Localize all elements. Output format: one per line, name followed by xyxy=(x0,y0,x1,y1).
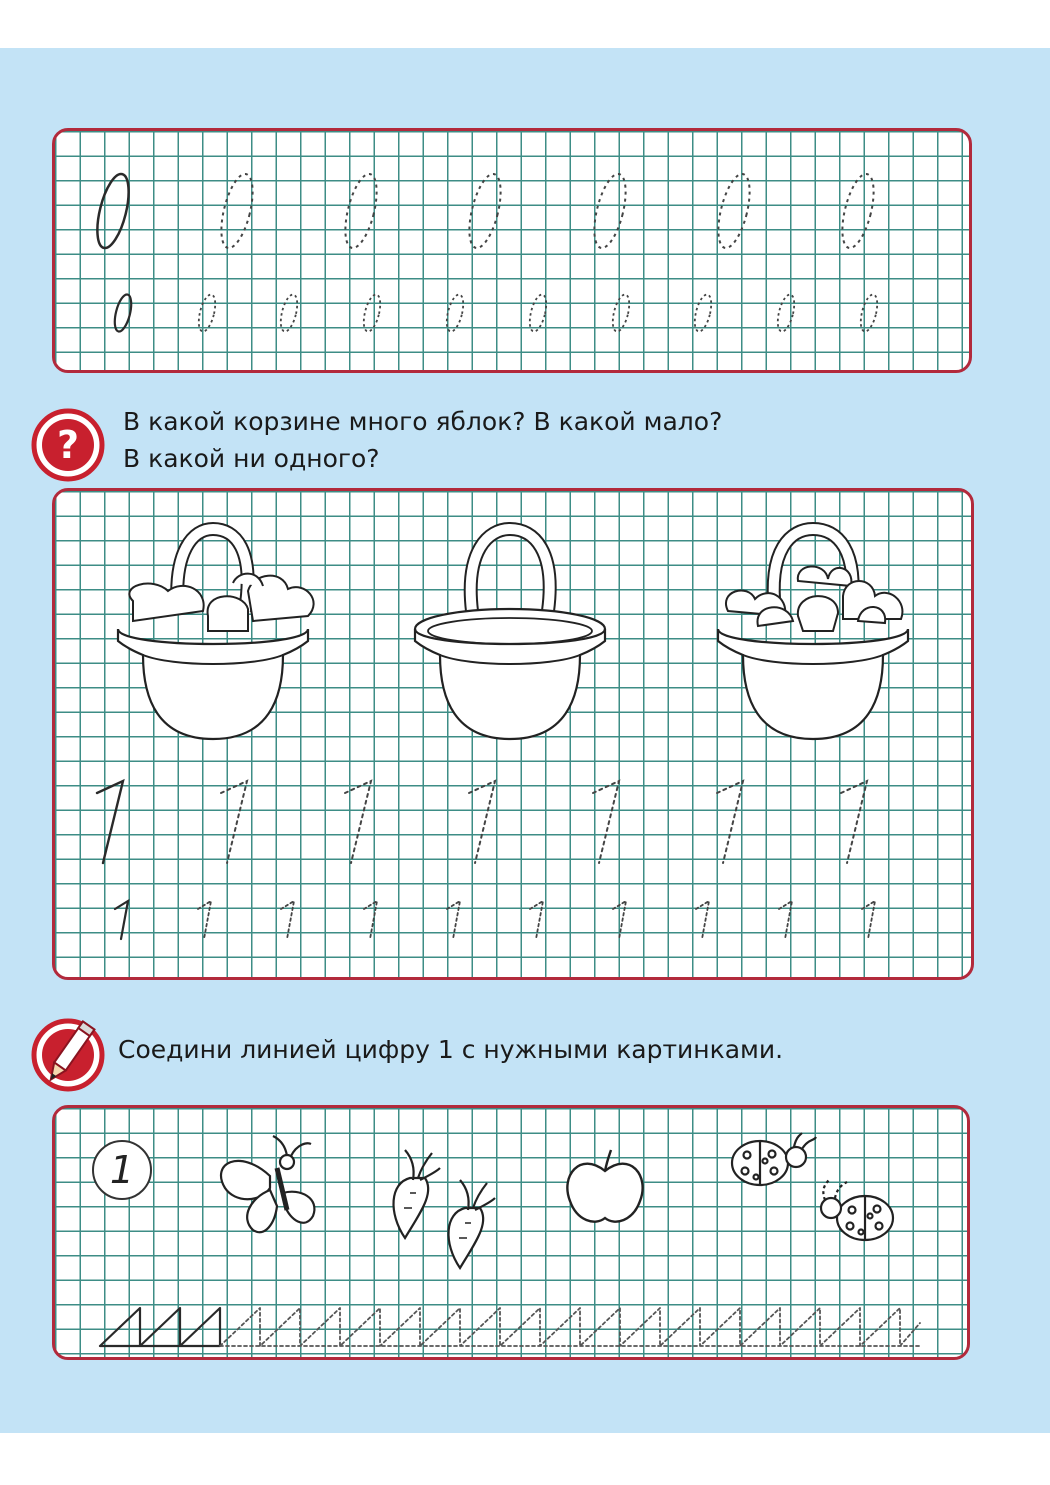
one-trace-small[interactable] xyxy=(696,901,709,939)
one-trace-big[interactable] xyxy=(593,781,619,863)
one-sample-small xyxy=(115,901,128,939)
zero-trace-big[interactable] xyxy=(836,171,880,251)
zero-trace-big[interactable] xyxy=(588,171,632,251)
zero-trace-small-row xyxy=(196,293,881,333)
one-trace-small[interactable] xyxy=(530,901,543,939)
one-sample-big xyxy=(97,781,123,863)
zero-trace-big[interactable] xyxy=(712,171,756,251)
one-trace-small[interactable] xyxy=(613,901,626,939)
one-trace-big[interactable] xyxy=(469,781,495,863)
ladybugs-picture[interactable] xyxy=(732,1133,893,1240)
zero-sample-big xyxy=(91,171,135,251)
zero-trace-small[interactable] xyxy=(527,293,550,333)
zero-trace-small[interactable] xyxy=(858,293,881,333)
one-trace-small[interactable] xyxy=(447,901,460,939)
carrots-picture[interactable] xyxy=(394,1150,495,1268)
zero-trace-small[interactable] xyxy=(444,293,467,333)
pencil-icon xyxy=(28,1015,108,1095)
question-icon xyxy=(28,405,108,485)
one-trace-big[interactable] xyxy=(841,781,867,863)
zero-sample-small xyxy=(112,293,135,333)
one-trace-big-row xyxy=(221,781,867,863)
zero-tracing-panel xyxy=(52,128,972,373)
zero-trace-small[interactable] xyxy=(278,293,301,333)
one-trace-small-row xyxy=(198,901,875,939)
zero-trace-big[interactable] xyxy=(463,171,507,251)
zero-trace-small[interactable] xyxy=(196,293,219,333)
zigzag-trace[interactable] xyxy=(220,1308,920,1346)
zero-trace-small[interactable] xyxy=(775,293,798,333)
baskets-art xyxy=(55,491,974,980)
zigzag-tracing xyxy=(100,1308,920,1346)
one-trace-small[interactable] xyxy=(364,901,377,939)
one-trace-small[interactable] xyxy=(281,901,294,939)
matching-panel xyxy=(52,1105,970,1360)
question-line-2: В какой ни одного? xyxy=(123,444,380,473)
one-trace-big[interactable] xyxy=(717,781,743,863)
one-trace-small[interactable] xyxy=(862,901,875,939)
butterfly-picture[interactable] xyxy=(221,1136,314,1232)
one-trace-small[interactable] xyxy=(198,901,211,939)
zero-trace-small[interactable] xyxy=(361,293,384,333)
zero-tracing-art xyxy=(55,131,972,373)
basket-many-apples[interactable] xyxy=(718,529,908,739)
basket-empty[interactable] xyxy=(415,529,605,739)
zero-trace-big[interactable] xyxy=(215,171,259,251)
zigzag-sample xyxy=(100,1308,220,1346)
zero-trace-big-row xyxy=(215,171,880,251)
one-trace-small[interactable] xyxy=(779,901,792,939)
apple-picture[interactable] xyxy=(567,1150,642,1222)
task-instruction: Соедини линией цифру 1 с нужными картинками. xyxy=(118,1035,784,1064)
one-trace-big[interactable] xyxy=(345,781,371,863)
question-line-1: В какой корзине много яблок? В какой мало? xyxy=(123,407,723,436)
baskets-panel xyxy=(52,488,974,980)
circled-digit-label: 1 xyxy=(109,1148,135,1192)
zero-trace-small[interactable] xyxy=(692,293,715,333)
basket-few-apples[interactable] xyxy=(118,529,314,739)
zero-trace-small[interactable] xyxy=(610,293,633,333)
one-trace-big[interactable] xyxy=(221,781,247,863)
matching-art xyxy=(55,1108,970,1360)
zero-trace-big[interactable] xyxy=(339,171,383,251)
svg-text:?: ? xyxy=(56,423,80,467)
